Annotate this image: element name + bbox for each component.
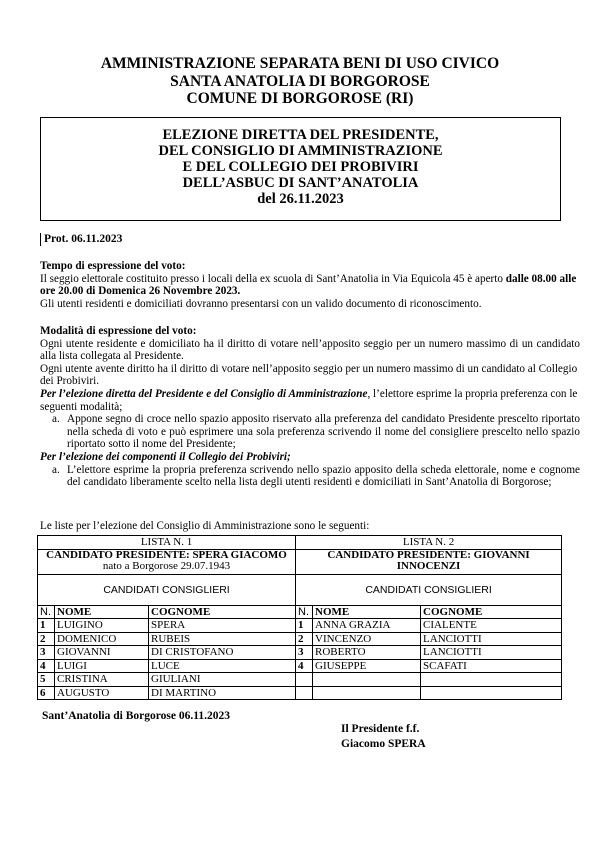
list-1-row-3-cognome: DI CRISTOFANO [149,646,296,660]
list-1-row-5-nome: CRISTINA [55,673,149,687]
signer-role: Il Presidente f.f. [341,723,420,735]
list-item: a. Appone segno di croce nello spazio apposito riservato alla preferenza del candidato Presidente prescelto riportato nella scheda di voto e può esprimere una sola preferenza scrivendo il nome del consigliere prescelto nello spazio riportato sotto il nome del Presidente; [52,413,580,451]
list-2-col-cognome: COGNOME [421,605,562,619]
list-2-row-6-n [296,686,313,700]
list-2-row-4-cognome: SCAFATI [421,659,562,673]
list-1-row-4-cognome: LUCE [149,659,296,673]
title-line-1: ELEZIONE DIRETTA DEL PRESIDENTE, [162,127,439,143]
list-2-row-3-cognome: LANCIOTTI [421,646,562,660]
list-1-row-2-nome: DOMENICO [55,632,149,646]
table-row [38,632,562,646]
list-2-row-3-nome: ROBERTO [313,646,421,660]
list-1-row-1-cognome: SPERA [149,619,296,633]
list-2-title: LISTA N. 2 [296,536,562,550]
list-1-row-3-n: 3 [38,646,55,660]
list-2-row-1-cognome: CIALENTE [421,619,562,633]
list-2-president: CANDIDATO PRESIDENTE: GIOVANNI INNOCENZI [296,549,562,574]
header-line-municipality: COMUNE DI BORGOROSE (RI) [186,90,414,107]
list-2-row-4-n: 4 [296,659,313,673]
list-1-candidates-title: CANDIDATI CONSIGLIERI [38,574,296,605]
list-2-row-4-nome: GIUSEPPE [313,659,421,673]
list-1-col-nome: NOME [55,605,149,619]
list-1-president: CANDIDATO PRESIDENTE: SPERA GIACOMO nato a Borgorose 29.07.1943 [38,549,296,574]
table-row [38,659,562,673]
voting-mode-paragraph-2: Ogni utente avente diritto ha il diritto di votare nell’apposito seggio per un numero massimo di un candidato al Collegio dei Probiviri. [40,362,578,388]
list-1-row-4-n: 4 [38,659,55,673]
voting-time-text: Il seggio elettorale costituito presso i locali della ex scuola di Sant’Anatolia in Via Equicola 45 è aperto dalle 08.00 alle ore 20.00 di Domenica 26 Novembre 2023. [40,272,577,298]
title-line-3: E DEL COLLEGIO DEI PROBIVIRI [182,159,419,175]
list-1-row-6-cognome: DI MARTINO [149,686,296,700]
voting-mode-section [40,325,580,489]
list-2-row-2-nome: VINCENZO [313,632,421,646]
list-2-row-5-n [296,673,313,687]
header-line-administration: AMMINISTRAZIONE SEPARATA BENI DI USO CIVICO [100,55,500,72]
table-row [38,646,562,660]
list-1-row-4-nome: LUIGI [55,659,149,673]
list-1-col-n: N. [38,605,55,619]
table-row [38,619,562,633]
list-1-row-2-n: 2 [38,632,55,646]
signature-block [341,722,426,751]
list-2-row-6-cognome [421,686,562,700]
voting-mode-paragraph-1: Ogni utente residente e domiciliato ha il diritto di votare nell’apposito seggio per un numero massimo di un candidato alla lista collegata al Presidente. [40,337,580,363]
list-2-row-5-cognome [421,673,562,687]
list-1-row-5-cognome: GIULIANI [149,673,296,687]
list-2-row-1-n: 1 [296,619,313,633]
list-1-col-cognome: COGNOME [149,605,296,619]
signer-name: Giacomo SPERA [341,737,426,750]
voting-time-document-note: Gli utenti residenti e domiciliati dovranno presentarsi con un valido documento di riconoscimento. [40,297,482,310]
list-2-row-2-cognome: LANCIOTTI [421,632,562,646]
voting-mode-paragraph-3: Per l’elezione diretta del Presidente e del Consiglio di Amministrazione, l’elettore esprime la propria preferenza con le seguenti modalità; [40,387,578,413]
list-item: a. L’elettore esprime la propria preferenza scrivendo nello spazio apposito della scheda elettorale, nome e cognome del candidato liberamente scelto nella lista degli utenti residenti e domiciliati in Sant’Anatolia di Borgorose; [52,463,580,489]
list-1-title: LISTA N. 1 [38,536,296,550]
voting-time-section [40,260,580,310]
list-1-row-1-n: 1 [38,619,55,633]
header-line-locality: SANTA ANATOLIA DI BORGOROSE [170,72,430,90]
place-and-date: Sant’Anatolia di Borgorose 06.11.2023 [42,710,230,722]
candidate-lists-table [37,535,562,700]
list-1-row-6-n: 6 [38,686,55,700]
list-2-candidates-title: CANDIDATI CONSIGLIERI [296,574,562,605]
voting-mode-heading: Modalità di espressione del voto: [40,325,197,337]
list-1-row-3-nome: GIOVANNI [55,646,149,660]
protocol-number: Prot. 06.11.2023 [40,233,122,246]
list-2-row-1-nome: ANNA GRAZIA [313,619,421,633]
voting-time-heading: Tempo di espressione del voto: [40,260,186,272]
title-date: del 26.11.2023 [257,191,344,207]
table-row [38,673,562,687]
list-1-row-2-cognome: RUBEIS [149,632,296,646]
lists-intro: Le liste per l’elezione del Consiglio di Amministrazione sono le seguenti: [40,520,370,532]
title-line-2: DEL CONSIGLIO DI AMMINISTRAZIONE [158,143,443,159]
list-2-row-5-nome [313,673,421,687]
table-row [38,686,562,700]
voting-mode-paragraph-4: Per l’elezione dei componenti il Collegio dei Probiviri; [40,450,291,463]
list-2-col-nome: NOME [313,605,421,619]
list-1-row-1-nome: LUIGINO [55,619,149,633]
title-line-4: DELL’ASBUC DI SANT’ANATOLIA [182,175,419,191]
document-header [0,55,600,108]
list-1-row-5-n: 5 [38,673,55,687]
list-2-row-3-n: 3 [296,646,313,660]
list-1-row-6-nome: AUGUSTO [55,686,149,700]
list-2-row-2-n: 2 [296,632,313,646]
title-box [40,117,561,221]
list-2-row-6-nome [313,686,421,700]
list-2-col-n: N. [296,605,313,619]
